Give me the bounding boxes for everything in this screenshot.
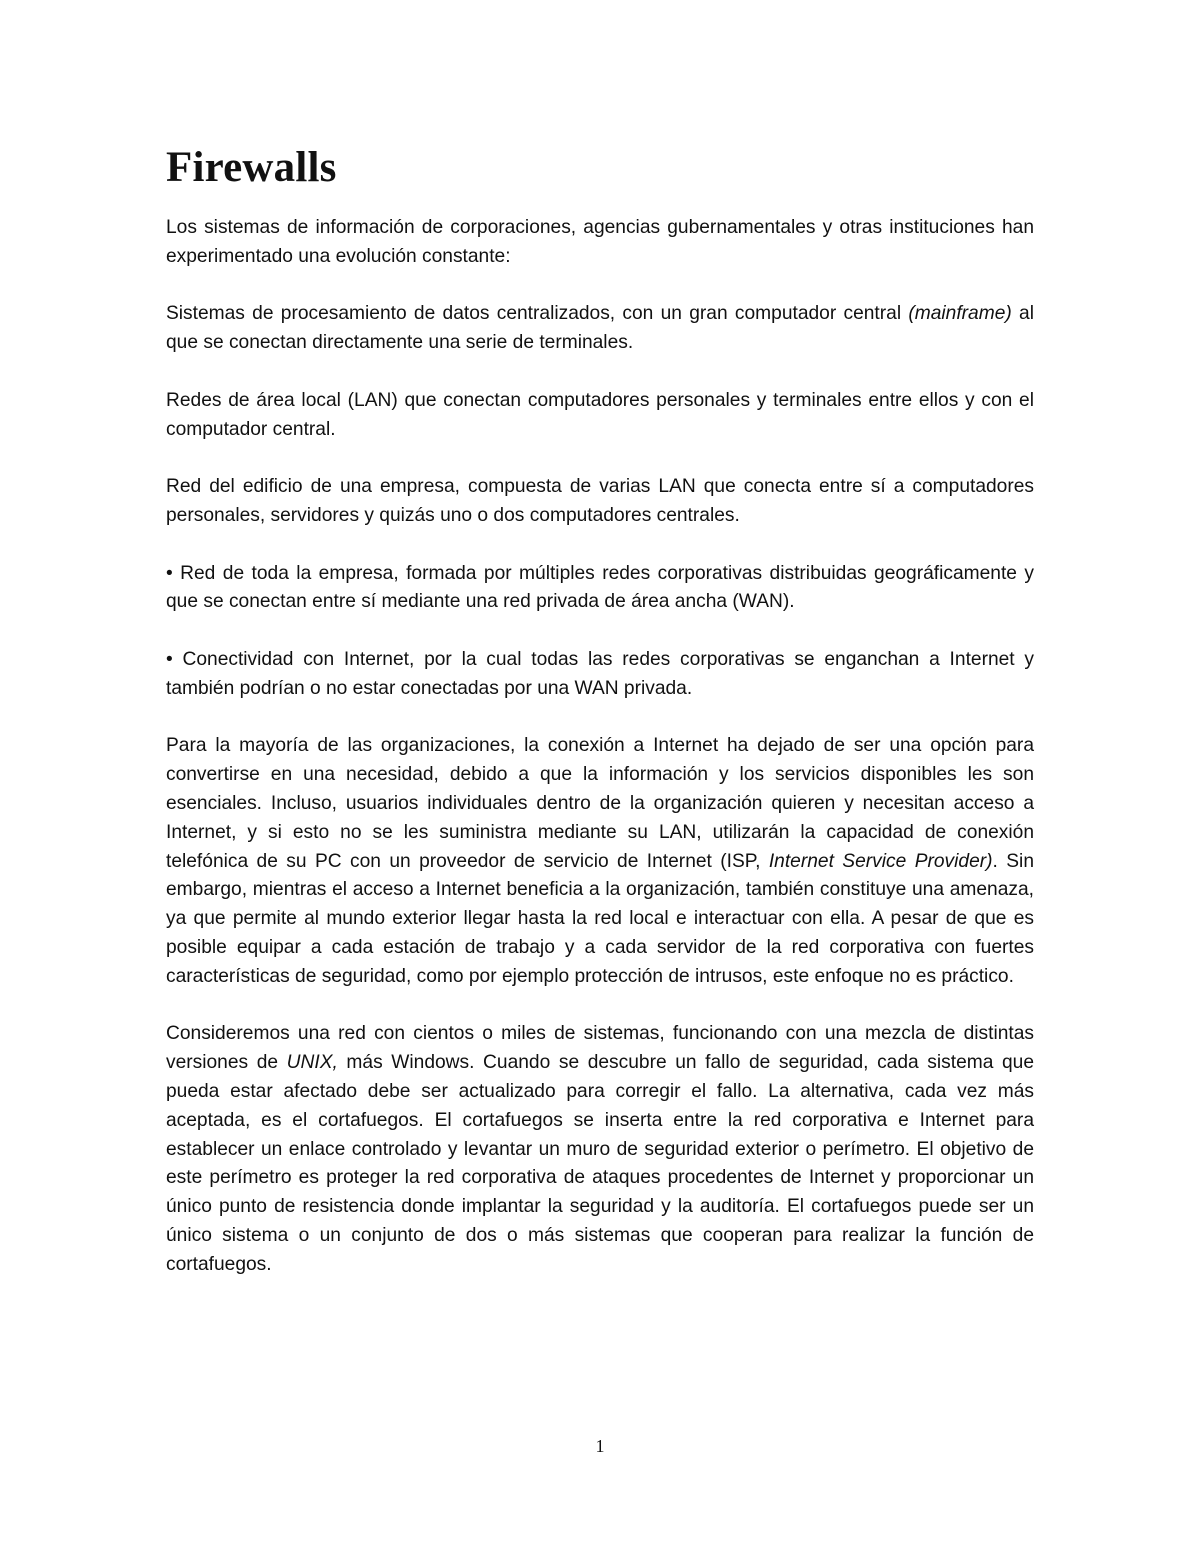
text-run: al que se conectan directamente una serie de terminales. (166, 303, 1034, 354)
paragraph-lan (166, 387, 1034, 445)
paragraph-internet-necessity (166, 732, 1034, 991)
paragraph-enterprise-network (166, 560, 1034, 618)
text-run: Red del edificio de una empresa, compuesta de varias LAN que conecta entre sí a computadores personales, servidores y quizás uno o dos computadores centrales. (166, 476, 1034, 526)
text-run: Para la mayoría de las organizaciones, la conexión a Internet ha dejado de ser una opción para convertirse en una necesidad, debido a que la información y los servicios disponibles les son esenciales. Incluso, usuarios individuales dentro de la organización quieren y necesitan acceso a Internet, y si esto no se les suministra mediante su LAN, utilizarán la capacidad de conexión telefónica de su PC con un proveedor de servicio de Internet (ISP, (166, 735, 1034, 872)
paragraph-firewall-definition (166, 1020, 1034, 1279)
paragraph-building-network (166, 473, 1034, 531)
italic-term: UNIX, (286, 1052, 338, 1074)
text-run: Sistemas de procesamiento de datos centralizados, con un gran computador central (166, 303, 909, 325)
text-run: • Red de toda la empresa, formada por múltiples redes corporativas distribuidas geográficamente y que se conectan entre sí mediante una red privada de área ancha (WAN). (166, 562, 1034, 613)
text-run: Los sistemas de información de corporaciones, agencias gubernamentales y otras instituciones han experimentado una evolución constante: (166, 217, 1034, 267)
paragraph-internet-connectivity (166, 646, 1034, 704)
document-title: Firewalls (166, 144, 337, 191)
text-run: más Windows. Cuando se descubre un fallo de seguridad, cada sistema que pueda estar afectado debe ser actualizado para corregir el fallo. La alternativa, cada vez más aceptada, es el cortafuegos. El cortafuegos se inserta entre la red corporativa e Internet para establecer un enlace controlado y levantar un muro de seguridad exterior o perímetro. El objetivo de este perímetro es proteger la red corporativa de ataques procedentes de Internet y proporcionar un único punto de resistencia donde implantar la seguridad y la auditoría. El cortafuegos puede ser un único sistema o un conjunto de dos o más sistemas que cooperan para realizar la función de cortafuegos. (166, 1052, 1035, 1275)
document-page (166, 140, 1034, 1279)
text-run: • Conectividad con Internet, por la cual todas las redes corporativas se enganchan a Internet y también podrían o no estar conectadas por una WAN privada. (166, 648, 1034, 699)
italic-term: Internet Service Provider) (768, 850, 993, 872)
text-run: Redes de área local (LAN) que conectan computadores personales y terminales entre ellos y con el computador central. (166, 389, 1034, 440)
page-number: 1 (595, 1436, 605, 1456)
text-run: Consideremos una red con cientos o miles de sistemas, funcionando con una mezcla de distintas versiones de (166, 1023, 1034, 1074)
paragraph-intro (166, 214, 1034, 272)
paragraph-mainframe (166, 300, 1034, 358)
italic-term: (mainframe) (908, 303, 1012, 325)
text-run: . Sin embargo, mientras el acceso a Internet beneficia a la organización, también constituye una amenaza, ya que permite al mundo exterior llegar hasta la red local e interactuar con ella. A pesar de que es posible equipar a cada estación de trabajo y a cada servidor de la red corporativa con fuertes características de seguridad, como por ejemplo protección de intrusos, este enfoque no es práctico. (166, 850, 1034, 987)
